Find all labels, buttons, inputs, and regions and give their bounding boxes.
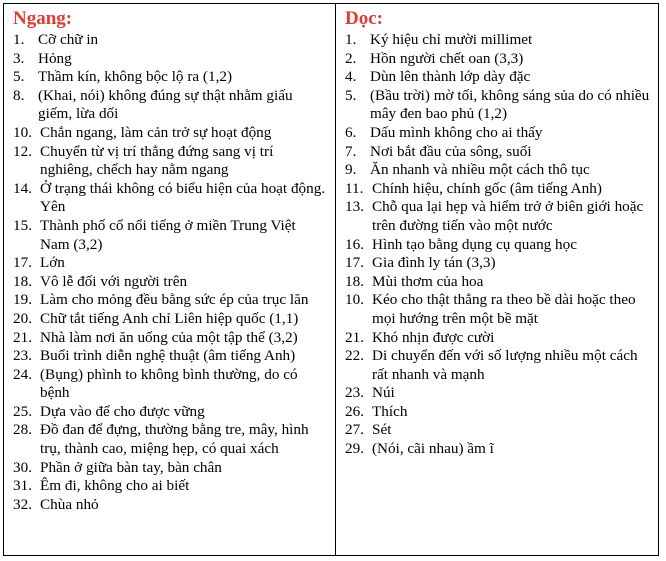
clue-number: 13. (345, 198, 364, 216)
clue-text: (Bụng) phình to không bình thường, do có bệnh (40, 365, 298, 402)
clue-number: 10. (13, 123, 32, 141)
down-column (336, 4, 658, 555)
clue-text: Thầm kín, không bộc lộ ra (1,2) (38, 68, 233, 86)
clue-text: Chữ tắt tiếng Anh chỉ Liên hiệp quốc (1,1) (40, 309, 299, 327)
across-clue (13, 329, 329, 348)
clue-text: Mùi thơm của hoa (372, 272, 484, 290)
clue-text: (Nói, cãi nhau) ầm ĩ (372, 440, 494, 458)
down-clue (345, 236, 654, 255)
across-clue (13, 366, 329, 403)
down-clue (345, 161, 654, 180)
across-clue (13, 50, 329, 69)
across-clue (13, 421, 329, 458)
clue-number: 25. (13, 402, 32, 420)
crossword-clue-table (3, 3, 659, 556)
clue-number: 18. (345, 272, 364, 290)
clue-text: Hồn người chết oan (3,3) (370, 49, 524, 67)
clue-text: Cỡ chữ in (38, 31, 99, 48)
clue-text: Vô lễ đối với người trên (40, 272, 188, 290)
clue-text: Ký hiệu chỉ mười millimet (370, 31, 533, 48)
clue-number: 12. (13, 142, 32, 160)
clue-number: 31. (13, 477, 32, 495)
clue-text: (Khai, nói) không đúng sự thật nhằm giấu giếm, lừa dối (38, 86, 293, 123)
clue-text: Chắn ngang, làm cản trở sự hoạt động (40, 123, 272, 141)
down-heading: Dọc: (345, 8, 383, 29)
down-clue-list (345, 31, 654, 459)
clue-text: Chuyển từ vị trí thẳng đứng sang vị trí nghiêng, chếch hay nằm ngang (40, 142, 274, 179)
clue-text: Chùa nhỏ (40, 495, 99, 513)
clue-number: 17. (345, 254, 364, 272)
down-clue (345, 124, 654, 143)
clue-number: 15. (13, 216, 32, 234)
clue-text: Dấu mình không cho ai thấy (370, 123, 543, 141)
down-clue (345, 254, 654, 273)
down-clue (345, 403, 654, 422)
clue-number: 1. (345, 31, 357, 48)
clue-number: 32. (13, 495, 32, 513)
down-clue (345, 50, 654, 69)
down-clue (345, 198, 654, 235)
clue-number: 4. (345, 68, 357, 86)
down-clue (345, 440, 654, 459)
clue-text: Dựa vào để cho được vững (40, 402, 205, 420)
clue-text: Khó nhịn được cười (372, 328, 495, 346)
clue-text: Sét (372, 421, 392, 439)
across-clue (13, 124, 329, 143)
clue-number: 14. (13, 179, 32, 197)
across-clue-list (13, 31, 329, 514)
clue-text: Êm đi, không cho ai biết (40, 477, 190, 495)
clue-number: 5. (13, 68, 25, 86)
clue-number: 1. (13, 31, 25, 48)
clue-text: Nơi bắt đầu của sông, suối (370, 142, 532, 160)
clue-text: Chỗ qua lại hẹp và hiểm trở ở biên giới hoặc trên đường tiến vào một nước (372, 198, 644, 234)
clue-number: 22. (345, 347, 364, 365)
clue-number: 6. (345, 123, 357, 141)
down-clue (345, 87, 654, 124)
clue-number: 16. (345, 235, 364, 253)
down-clue (345, 143, 654, 162)
across-clue (13, 477, 329, 496)
clue-text: Phần ở giữa bàn tay, bàn chân (40, 458, 222, 476)
clue-number: 11. (345, 179, 364, 197)
down-clue (345, 68, 654, 87)
down-clue (345, 329, 654, 348)
across-clue (13, 217, 329, 254)
clue-number: 30. (13, 458, 32, 476)
down-clue (345, 291, 654, 328)
down-clue (345, 180, 654, 199)
clue-text: Làm cho mỏng đều bằng sức ép của trục lăn (40, 291, 309, 309)
clue-text: Ăn nhanh và nhiều một cách thô tục (370, 161, 590, 179)
clue-text: Buổi trình diễn nghệ thuật (âm tiếng Anh) (40, 347, 296, 365)
down-clue (345, 384, 654, 403)
clue-text: Hình tạo bằng dụng cụ quang học (372, 235, 577, 253)
clue-text: Lớn (40, 254, 65, 272)
clue-number: 17. (13, 254, 32, 272)
clue-number: 8. (13, 86, 25, 104)
clue-number: 23. (345, 384, 364, 402)
clue-number: 20. (13, 309, 32, 327)
clue-text: Dùn lên thành lớp dày đặc (370, 68, 531, 86)
clue-number: 21. (345, 328, 364, 346)
across-clue (13, 459, 329, 478)
across-clue (13, 310, 329, 329)
down-clue (345, 31, 654, 50)
across-clue (13, 496, 329, 515)
clue-number: 23. (13, 347, 32, 365)
across-clue (13, 403, 329, 422)
clue-text: Hỏng (38, 49, 72, 67)
down-clue (345, 347, 654, 384)
across-clue (13, 254, 329, 273)
across-clue (13, 347, 329, 366)
clue-number: 18. (13, 272, 32, 290)
clue-number: 24. (13, 365, 32, 383)
across-clue (13, 143, 329, 180)
clue-number: 5. (345, 86, 357, 104)
clue-text: Nhà làm nơi ăn uống của một tập thể (3,2) (40, 328, 298, 346)
clue-number: 2. (345, 49, 357, 67)
across-clue (13, 273, 329, 292)
clue-number: 3. (13, 49, 25, 67)
across-clue (13, 180, 329, 217)
clue-number: 27. (345, 421, 364, 439)
clue-text: (Bầu trời) mờ tối, không sáng sủa do có nhiều mây đen bao phủ (1,2) (370, 86, 650, 123)
clue-number: 19. (13, 291, 32, 309)
clue-text: Gia đình ly tán (3,3) (372, 254, 496, 272)
clue-number: 9. (345, 161, 357, 179)
clue-text: Đồ đan để đựng, thường bằng tre, mây, hình trụ, thành cao, miệng hẹp, có quai xách (40, 421, 309, 458)
down-clue (345, 273, 654, 292)
clue-number: 28. (13, 421, 32, 439)
clue-number: 21. (13, 328, 32, 346)
clue-text: Ở trạng thái không có biểu hiện của hoạt động. Yên (40, 179, 326, 216)
across-heading: Ngang: (13, 8, 73, 29)
across-clue (13, 31, 329, 50)
clue-number: 7. (345, 142, 357, 160)
across-clue (13, 291, 329, 310)
clue-number: 26. (345, 402, 364, 420)
clue-text: Kéo cho thật thẳng ra theo bề dài hoặc theo mọi hướng trên một bề mặt (372, 291, 636, 327)
across-column (4, 4, 336, 555)
down-clue (345, 421, 654, 440)
clue-text: Di chuyển đến với số lượng nhiều một cách rất nhanh và mạnh (372, 347, 638, 383)
clue-number: 10. (345, 291, 364, 309)
across-clue (13, 68, 329, 87)
clue-text: Thích (372, 402, 408, 420)
clue-text: Chính hiệu, chính gốc (âm tiếng Anh) (372, 179, 602, 197)
clue-text: Thành phố cổ nổi tiếng ở miền Trung Việt Nam (3,2) (40, 216, 296, 253)
clue-number: 29. (345, 440, 364, 458)
across-clue (13, 87, 329, 124)
clue-text: Núi (372, 384, 395, 402)
